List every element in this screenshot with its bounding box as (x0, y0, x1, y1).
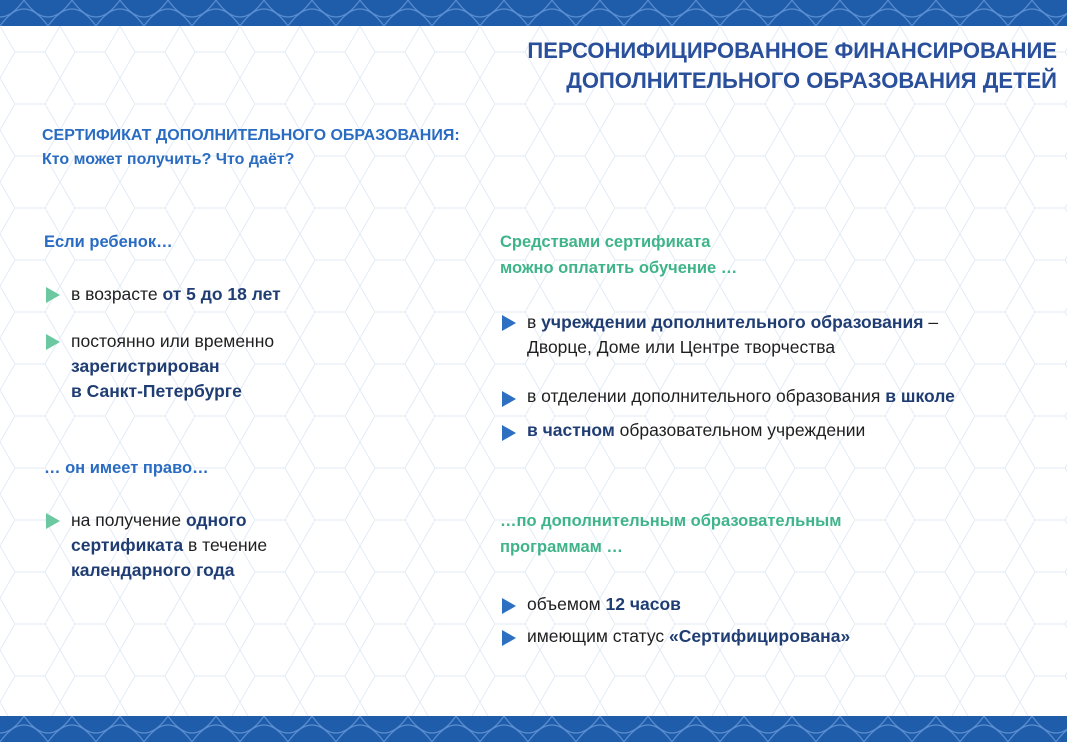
subheading-line1: СЕРТИФИКАТ ДОПОЛНИТЕЛЬНОГО ОБРАЗОВАНИЯ: (42, 127, 460, 144)
page-title (257, 36, 1057, 96)
page-title-line1: ПЕРСОНИФИЦИРОВАННОЕ ФИНАНСИРОВАНИЕ (527, 38, 1057, 63)
certificate-subheading (42, 124, 460, 172)
page-title-line2: ДОПОЛНИТЕЛЬНОГО ОБРАЗОВАНИЯ ДЕТЕЙ (566, 68, 1057, 93)
institution-item: в учреждении дополнительного образования – Дворце, Доме или Центре творчества (527, 312, 939, 357)
registration-item: постоянно или временно зарегистрирован в Санкт-Петербурге (71, 331, 275, 401)
certificate-right-item: на получение одного сертификата в течение календарного года (71, 510, 268, 580)
bottom-decorative-band (0, 716, 1067, 742)
blue-arrow-bullet-icon (502, 391, 516, 407)
pay-with-certificate-heading: Средствами сертификата можно оплатить обучение … (500, 233, 738, 277)
if-child-heading: Если ребенок… (44, 233, 173, 251)
private-institution-item: в частном образовательном учреждении (527, 420, 866, 440)
blue-arrow-bullet-icon (502, 598, 516, 614)
top-decorative-band (0, 0, 1067, 26)
blue-arrow-bullet-icon (502, 630, 516, 646)
green-arrow-bullet-icon (46, 287, 60, 303)
programs-heading: …по дополнительным образовательным программам … (500, 512, 842, 556)
age-item: в возрасте от 5 до 18 лет (71, 284, 281, 304)
blue-arrow-bullet-icon (502, 425, 516, 441)
status-item: имеющим статус «Сертифицирована» (527, 626, 851, 646)
green-arrow-bullet-icon (46, 334, 60, 350)
subheading-line2: Кто может получить? Что даёт? (42, 151, 295, 168)
green-arrow-bullet-icon (46, 513, 60, 529)
hours-item: объемом 12 часов (527, 594, 681, 614)
has-right-heading: … он имеет право… (44, 459, 209, 477)
school-item: в отделении дополнительного образования в школе (527, 386, 955, 406)
blue-arrow-bullet-icon (502, 315, 516, 331)
